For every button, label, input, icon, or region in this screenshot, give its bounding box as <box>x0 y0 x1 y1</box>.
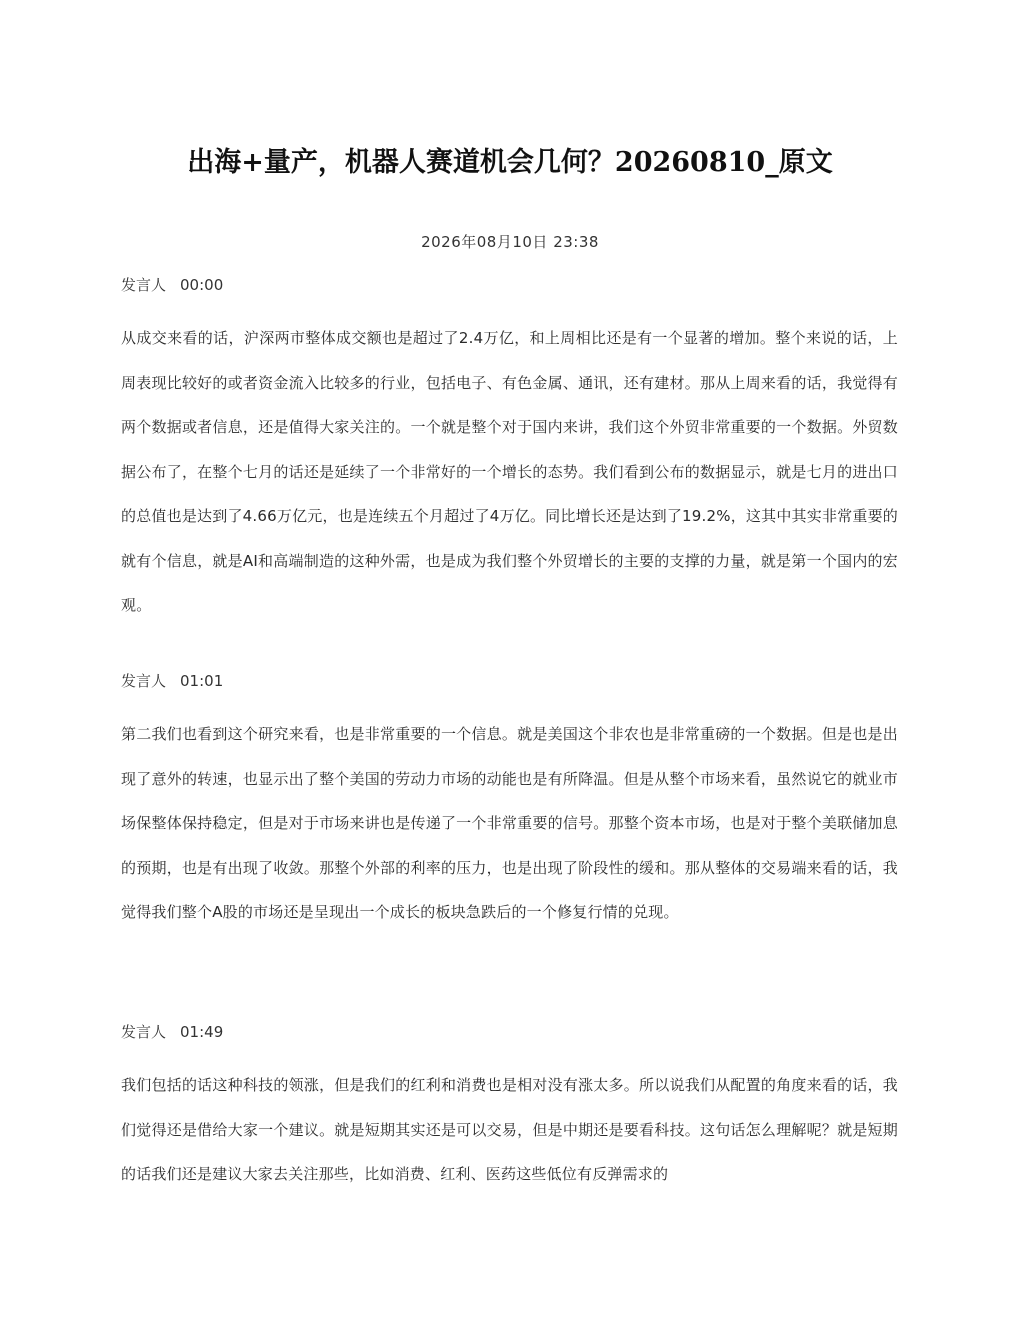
transcript-section <box>121 1021 898 1203</box>
speaker-line <box>121 274 898 296</box>
speaker-line <box>121 670 898 692</box>
transcript-paragraph: 从成交来看的话，沪深两市整体成交额也是超过了2.4万亿，和上周相比还是有一个显著的增加。整个来说的话，上周表现比较好的或者资金流入比较多的行业，包括电子、有色金属、通讯，还有建材。那从上周来看的话，我觉得有两个数据或者信息，还是值得大家关注的。一个就是整个对于国内来讲，我们这个外贸非常重要的一个数据。外贸数据公布了，在整个七月的话还是延续了一个非常好的一个增长的态势。我们看到公布的数据显示，就是七月的进出口的总值也是达到了4.66万亿元，也是连续五个月超过了4万亿。同比增长还是达到了19.2%，这其中其实非常重要的就有个信息，就是AI和高端制造的这种外需，也是成为我们整个外贸增长的主要的支撑的力量，就是第一个国内的宏观。 <box>121 329 898 614</box>
transcript-paragraph: 我们包括的话这种科技的领涨，但是我们的红利和消费也是相对没有涨太多。所以说我们从配置的角度来看的话，我们觉得还是借给大家一个建议。就是短期其实还是可以交易，但是中期还是要看科技。这句话怎么理解呢？就是短期的话我们还是建议大家去关注那些，比如消费、红利、医药这些低位有反弹需求的 <box>121 1076 898 1183</box>
speaker-timestamp: 00:00 <box>180 276 224 294</box>
speaker-timestamp: 01:01 <box>180 672 224 690</box>
speaker-line <box>121 1021 898 1043</box>
speaker-name: 发言人 <box>121 672 167 690</box>
speaker-timestamp: 01:49 <box>180 1023 224 1041</box>
transcript-section <box>121 670 898 935</box>
document-title: 出海+量产，机器人赛道机会几何？20260810_原文 <box>187 147 833 178</box>
speaker-name: 发言人 <box>121 276 167 294</box>
speaker-name: 发言人 <box>121 1023 167 1041</box>
document-date: 2026年08月10日 23:38 <box>421 233 599 251</box>
transcript-paragraph: 第二我们也看到这个研究来看，也是非常重要的一个信息。就是美国这个非农也是非常重磅的一个数据。但是也是出现了意外的转速，也显示出了整个美国的劳动力市场的动能也是有所降温。但是从整个市场来看，虽然说它的就业市场保整体保持稳定，但是对于市场来讲也是传递了一个非常重要的信号。那整个资本市场，也是对于整个美联储加息的预期，也是有出现了收敛。那整个外部的利率的压力，也是出现了阶段性的缓和。那从整体的交易端来看的话，我觉得我们整个A股的市场还是呈现出一个成长的板块急跌后的一个修复行情的兑现。 <box>121 725 898 921</box>
transcript-section <box>121 274 898 628</box>
